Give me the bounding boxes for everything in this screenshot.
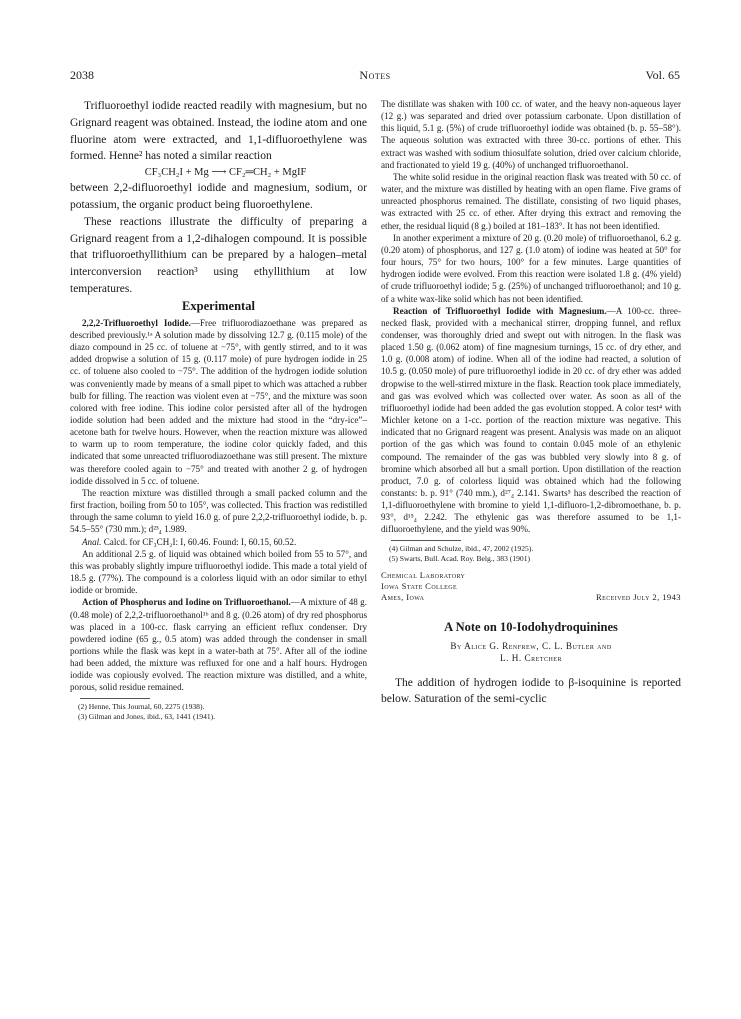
left-column (70, 98, 367, 722)
paragraph: The addition of hydrogen iodide to β-isoquinine is reported below. Saturation of the semi-cyclic (381, 676, 681, 706)
paragraph-text: —A 100-cc. three-necked flask, provided with a mechanical stirrer, dropping funnel, and reflux condenser, was thoroughly dried and swept out with nitrogen. In the flask was placed 1.50 g. (0.062 atom) of fine magnesium turnings, 15 cc. of dry ether, and 1.0 g. (0.008 atom) of iodine. When all of the iodine had reacted, a solution of 10.5 g. (0.050 mole) of pure trifluoroethyl iodide in 20 cc. of dry ether was added dropwise to the well-stirred mixture in the flask. Reaction took place immediately, and gas was evolved which was collected over water. As soon as all of the trifluoroethyl iodide had been added the gas evolution stopped. A color test⁴ with Michler ketone on a 1-cc. portion of the reaction mixture was negative. This indicated that no Grignard reagent was present. Analysis was made on an aliquot portion of the gas which was found to contain 0.045 mole of an ethylenic compound. The remainder of the gas was bubbled very slowly into 8 g. of bromine which absorbed all but a small portion. Upon distillation of the reaction product, 7.0 g. of colorless liquid was obtained which had the following constants: b. p. 91° (740 mm.), d²⁷₄ 2.141. Swarts⁵ has described the reaction of 1,1-difluoroethylene with bromine to yield 1,1-difluoro-1,2-dibromoethane, b. p. 93°, d¹⁵₄ 2.242. The ethylenic gas was therefore assumed to be 1,1-difluoroethylene, and the yield was 90%. (381, 305, 681, 535)
analysis-text: Calcd. for CF₃CH₂I: I, 60.46. Found: I, 60.15, 60.52. (101, 536, 297, 547)
volume-number: Vol. 65 (645, 68, 680, 82)
paragraph-text: —A mixture of 48 g. (0.48 mole) of 2,2,2-trifluoroethanol¹ᵇ and 8 g. (0.26 atom) of dry red phosphorus was placed in a 100-cc. flask carrying an efficient reflux condenser. Dry powdered iodine (65 g., 0.5 atom) was added through the condenser in small portions while the flask was kept in a water-bath at 75°. After all of the iodine had been added, the mixture was refluxed for one and a half hours. Hydrogen iodide was copiously evolved. The reaction mixture was distilled, and a white, porous, solid residue remained. (70, 597, 367, 693)
paragraph (70, 317, 367, 487)
paragraph: These reactions illustrate the difficulty of preparing a Grignard reagent from a 1,2-dihalogen compound. It is possible that trifluoroethyllithium can be prepared by a halogen–metal interconversion reaction³ using ethyllithium at low temperatures. (70, 215, 367, 295)
paragraph: Trifluoroethyl iodide reacted readily with magnesium, but no Grignard reagent was obtained. Instead, the iodine atom and one fluorine atom were extracted, and 1,1-difluoroethylene was formed. Henne² has noted a similar reaction (70, 100, 367, 163)
run-in-heading: Action of Phosphorus and Iodine on Trifluoroethanol. (82, 597, 291, 608)
experimental-heading: Experimental (182, 298, 255, 313)
run-in-heading: 2,2,2-Trifluoroethyl Iodide. (82, 317, 191, 328)
paragraph (70, 596, 367, 693)
paragraph-text: —Free trifluorodiazoethane was prepared as described previously.¹ᵃ A solution made by dissolving 12.7 g. (0.115 mole) of the diazo compound in 25 cc. of toluene at −75°, with gently stirred, and to it was added dropwise a solution of 15 g. (0.117 mole) of pure hydrogen iodide in 25 cc. of toluene also cooled to −75°. The addition of the hydrogen iodide solution was conveniently made by means of a small pipet to which was attached a rubber bulb for filling. The reaction was violent even at −75°, and the mixture was soon colored with free iodine. This iodine color persisted after all of the hydrogen iodide solution had been added and the mixture had stood in the “dry-ice”–acetone bath for twelve hours. However, when the reaction mixture was allowed to warm up to room temperature, the iodine color quickly faded, and this indicated that some unreacted trifluorodiazoethane was still present. The mixture was therefore cooled again to −75° and treated with another 2 g. of hydrogen iodide dissolved in 5 cc. of toluene. (70, 317, 367, 486)
author-line: L. H. Cretcher (500, 653, 562, 664)
address-line: Iowa State College (381, 580, 458, 591)
author-line: By Alice G. Renfrew, C. L. Butler and (450, 640, 612, 651)
paragraph: The distillate was shaken with 100 cc. of water, and the heavy non-aqueous layer (12 g.) was separated and dried over potassium carbonate. Upon distillation of this liquid, 5.1 g. (5%) of crude trifluoroethyl iodide was obtained (b. p. 55–58°). The aqueous solution was extracted with three 30-cc. portions of ether. This extract was washed with sodium thiosulfate solution, dried over calcium chloride, and fractionated to yield 19 g. (40%) of unchanged trifluoroethanol. (381, 99, 681, 170)
page-header (70, 68, 680, 84)
run-in-heading: Reaction of Trifluoroethyl Iodide with Magnesium. (393, 305, 607, 316)
received-date: Received July 2, 1943 (596, 592, 681, 603)
footnote: (4) Gilman and Schulze, ibid., 47, 2002 (1925). (389, 543, 534, 553)
analysis-label: Anal. (82, 536, 102, 547)
footnote: (5) Swarts, Bull. Acad. Roy. Belg., 383 (1901) (389, 553, 531, 563)
paragraph: between 2,2-difluoroethyl iodide and magnesium, sodium, or potassium, the organic product being fluoroethylene. (70, 182, 367, 211)
reaction-equation: CF₃CH₂I + Mg ⟶ CF₂═CH₂ + MgIF (144, 167, 307, 179)
paragraph (381, 305, 681, 536)
page-number: 2038 (70, 68, 94, 82)
address-line: Ames, Iowa (381, 592, 425, 603)
footnote-rule (80, 698, 150, 699)
right-column (381, 98, 681, 708)
section-title: Notes (359, 68, 391, 82)
footnote: (2) Henne, This Journal, 60, 2275 (1938). (78, 701, 205, 711)
analysis-line (70, 536, 367, 548)
footnote-rule (391, 540, 461, 541)
address-line: Chemical Laboratory (381, 569, 466, 580)
paragraph: An additional 2.5 g. of liquid was obtained which boiled from 55 to 57°, and this was probably slightly impure trifluoroethyl iodide. This made a total yield of 18.5 g. (77%). The compound is a colorless liquid with an odor similar to ethyl iodide or bromide. (70, 548, 367, 596)
note-title: A Note on 10-Iodohydroquinines (444, 619, 618, 634)
address-block (381, 570, 681, 604)
paragraph: The reaction mixture was distilled through a small packed column and the first fraction, boiling from 50 to 105°, was collected. This fraction was redistilled through the same column to yield 16.0 g. of pure 2,2,2-trifluoroethyl iodide, b. p. 54.5–55° (730 mm.); d²³₄ 1.989. (70, 487, 367, 535)
footnote: (3) Gilman and Jones, ibid., 63, 1441 (1941). (78, 711, 216, 721)
paragraph: The white solid residue in the original reaction flask was treated with 50 cc. of water, and the mixture was distilled by heating with an open flame. Five grams of unreacted phosphorus remained. The distillate, consisting of two liquid phases, was extracted with 25 cc. of ether. After drying this extract and removing the ether, the residual liquid (8 g.) boiled at 181–183°. It has not been identified. (381, 171, 681, 231)
paragraph: In another experiment a mixture of 20 g. (0.20 mole) of trifluoroethanol, 6.2 g. (0.20 atom) of phosphorus, and 127 g. (1.0 atom) of iodine was heated at 50° for four hours, 75° for two hours, 100° for a few minutes. Large quantities of hydrogen iodide were evolved. From this reaction were isolated 1.8 g. (4% yield) of crude trifluoroethyl iodide; 5 g. (25%) of unchanged trifluoroethanol; and 10 g. of a white wax-like solid which has not been identified. (381, 232, 681, 304)
